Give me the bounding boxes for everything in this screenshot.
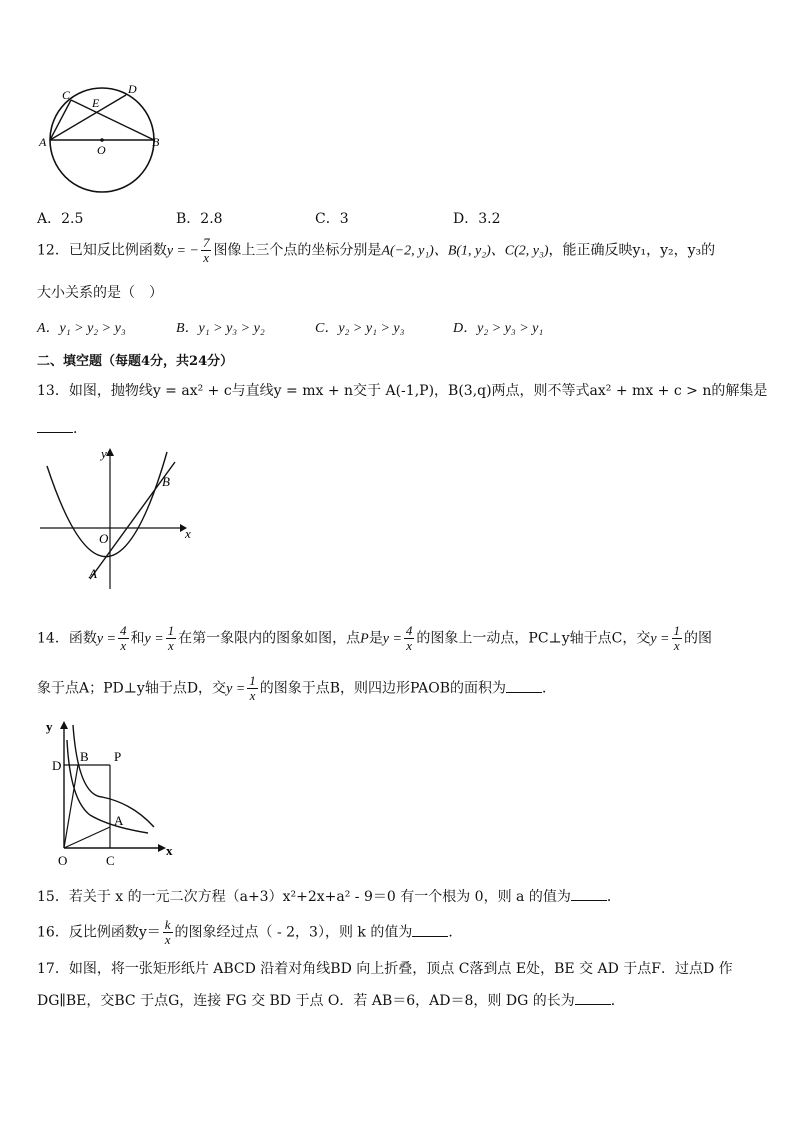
q16-end: ． [448, 924, 463, 941]
q13-answer-blank [37, 420, 73, 433]
q12-suffix: ，能正确反映y₁，y₂，y₃的 [548, 242, 716, 259]
q14-p5: PC⊥y轴于点C，交 [528, 630, 651, 647]
q14-frac2 [166, 624, 177, 653]
q14-frac1 [118, 624, 129, 653]
q14-frac5-num: 1 [249, 673, 256, 688]
q16-fraction [163, 918, 173, 947]
label-a: A [39, 135, 47, 149]
curve-4-over-x [73, 725, 154, 827]
segment-oa [64, 827, 110, 848]
q14-p2: 在第一象限内的图象如图，点 [178, 630, 361, 647]
label-b: B [162, 474, 170, 489]
q14-frac4 [672, 624, 683, 653]
q12-func-y: y = − [166, 243, 199, 259]
q12-frac-den: x [203, 250, 210, 265]
label-o: O [99, 531, 109, 546]
q14-line2 [37, 674, 556, 703]
q14-y4: y = [650, 631, 670, 647]
q14-frac5 [247, 674, 258, 703]
q14-frac5-den: x [249, 688, 256, 703]
q15-line [37, 886, 621, 906]
q14-y1: y = [96, 631, 116, 647]
x-axis-arrow [158, 844, 166, 852]
q16-post: 的图象经过点（ - 2，3），则 k 的值为 [174, 924, 413, 941]
q17-end: ． [610, 993, 625, 1009]
q14-y5: y = [226, 681, 246, 697]
q11-option-d: D．3.2 [453, 211, 501, 227]
q14-graph [40, 715, 180, 875]
q16-frac-num: k [164, 917, 171, 932]
q12-line2: 大小关系的是（ ） [37, 285, 163, 301]
q14-frac2-num: 1 [167, 623, 175, 638]
q17-answer-blank [575, 992, 611, 1005]
label-c: C [106, 853, 115, 868]
label-a: A [114, 813, 124, 828]
q13-end: ． [73, 421, 87, 437]
label-x: x [166, 843, 173, 858]
q12-fraction [201, 236, 212, 265]
q12-frac-num: 7 [202, 235, 210, 250]
q14-P: P [360, 631, 369, 647]
label-b: B [152, 135, 160, 149]
q12-option-d: D．y₂ > y₃ > y₁ [453, 321, 544, 336]
q11-option-b: B．2.8 [176, 211, 223, 227]
q17-line1: 17．如图，将一张矩形纸片 ABCD 沿着对角线BD 向上折叠，顶点 C落到点 E处，BE 交 AD 于点F．过点D 作 [37, 961, 733, 977]
q12-option-c: C．y₂ > y₁ > y₃ [315, 321, 405, 336]
label-b: B [80, 749, 89, 764]
q14-p3: 是 [368, 630, 383, 647]
q16-line [37, 918, 462, 947]
q14-frac1-den: x [120, 638, 127, 653]
label-p: P [114, 749, 122, 764]
label-d: D [52, 758, 62, 773]
q12-middle: 图像上三个点的坐标分别是 [213, 242, 382, 259]
y-axis-arrow [60, 721, 68, 729]
q14-frac4-den: x [673, 638, 680, 653]
circle-figure [30, 78, 170, 196]
q11-option-a: A．2.5 [37, 211, 84, 227]
q14-y3: y = [382, 631, 402, 647]
q12-prefix: 12．已知反比例函数 [37, 242, 167, 259]
q14-line1 [37, 624, 712, 653]
q14-p4: 的图象上一动点， [416, 630, 529, 647]
label-y: y [101, 446, 107, 461]
q14-p1: 14．函数 [37, 630, 97, 647]
q12-option-b: B．y₁ > y₃ > y₂ [176, 321, 265, 336]
q13-graph [35, 444, 205, 594]
q14-l2b: 的图象于点B，则四边形PAOB的面积为 [259, 680, 507, 697]
label-c: C [62, 88, 71, 102]
q14-frac1-num: 4 [120, 623, 127, 638]
label-o: O [58, 853, 68, 868]
label-y: y [46, 719, 53, 734]
q14-l2a: 象于点A；PD⊥y轴于点D，交 [37, 680, 227, 697]
q13-line2 [37, 418, 87, 438]
label-x: x [185, 526, 191, 541]
q15-answer-blank [571, 888, 607, 901]
label-d: D [128, 82, 137, 96]
label-a: A [89, 566, 97, 581]
section-heading: 二、填空题（每题4分，共24分） [37, 354, 234, 369]
q13-line1: 13．如图，抛物线y = ax² + c与直线y = mx + n交于 A(-1,P)，B(3,q)两点，则不等式ax² + mx + c > n的解集是 [37, 383, 768, 399]
q17-line2 [37, 990, 625, 1010]
center-dot [100, 138, 104, 142]
q12-points: A(−2, y₁)、B(1, y₂)、C(2, y₃) [381, 243, 549, 259]
q14-and: 和 [130, 630, 145, 647]
q12-line1 [37, 236, 715, 265]
q14-answer-blank [506, 680, 542, 693]
label-e: E [92, 96, 100, 110]
q12-option-a: A．y₁ > y₂ > y₃ [37, 321, 126, 336]
q11-option-c: C．3 [315, 211, 349, 227]
q14-l2c: ． [542, 680, 557, 697]
q14-frac4-num: 1 [673, 623, 680, 638]
q16-pre: 16．反比例函数y＝ [37, 924, 161, 941]
y-axis-arrow [106, 448, 114, 456]
q17-text2: DG∥BE，交BC 于点G，连接 FG 交 BD 于点 O．若 AB＝6，AD＝8，则 DG 的长为 [37, 993, 575, 1009]
q14-frac3-den: x [406, 638, 413, 653]
q15-end: ． [606, 889, 621, 905]
q14-frac3-num: 4 [405, 623, 413, 638]
label-o: O [97, 143, 106, 157]
q14-y2: y = [144, 631, 164, 647]
q14-frac3 [404, 624, 415, 653]
q14-p6: 的图 [684, 630, 712, 647]
q16-answer-blank [412, 924, 448, 937]
q15-text: 15．若关于 x 的一元二次方程（a+3）x²+2x+a² - 9＝0 有一个根为 0，则 a 的值为 [37, 889, 571, 905]
q14-frac2-den: x [168, 638, 174, 653]
q16-frac-den: x [164, 932, 171, 947]
